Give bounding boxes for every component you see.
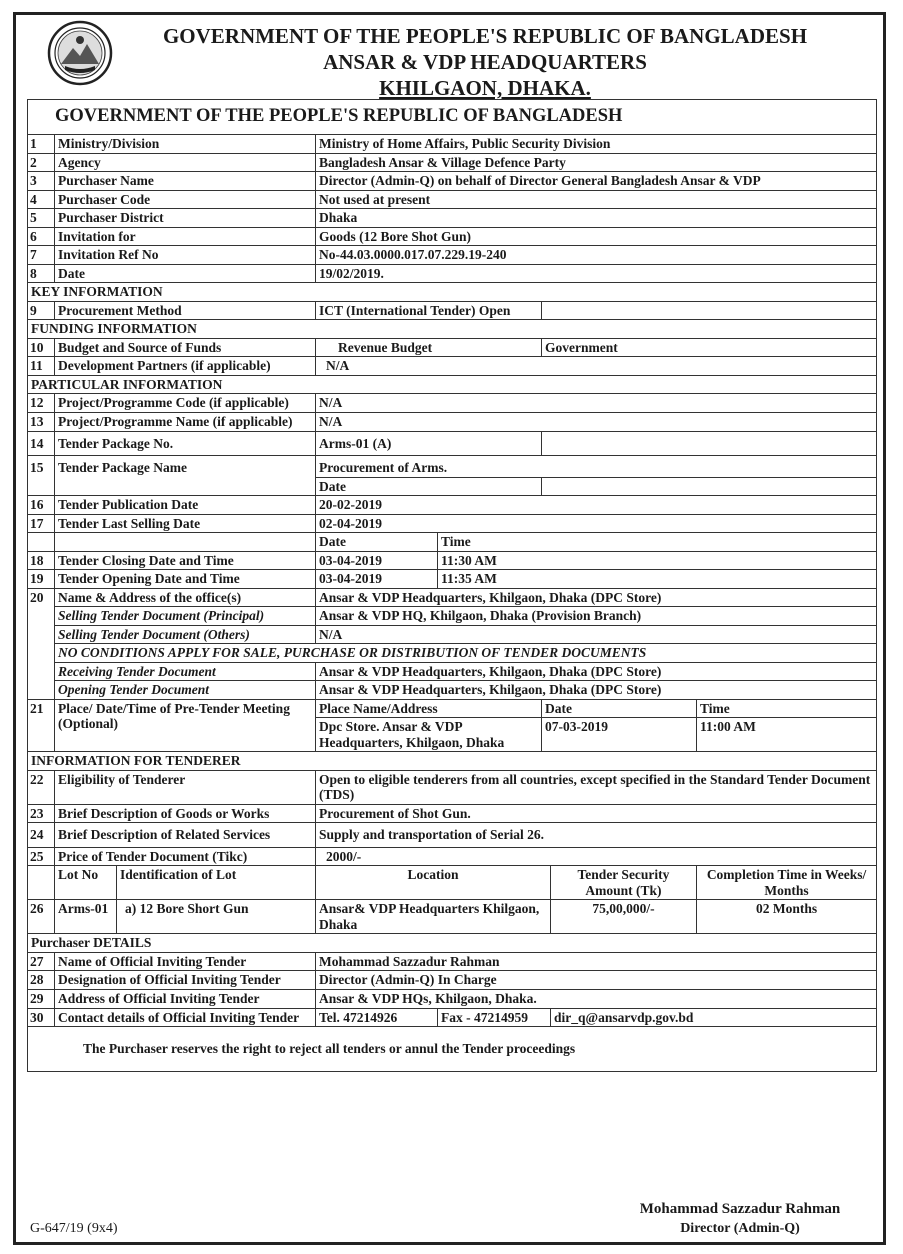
table-row [28, 823, 877, 848]
row-value: Mohammad Sazzadur Rahman [316, 952, 877, 971]
section-row [28, 934, 877, 953]
row-number: 28 [28, 971, 55, 990]
row-value: Ansar & VDP Headquarters, Khilgaon, Dhaka (DPC Store) [316, 681, 877, 700]
table-row [28, 681, 877, 700]
opening-date: 03-04-2019 [316, 570, 438, 589]
table-row [28, 496, 877, 515]
row-label: Tender Opening Date and Time [55, 570, 316, 589]
table-row [28, 413, 877, 432]
lot-no: Arms-01 [55, 900, 117, 934]
row-value: 02-04-2019 [316, 514, 877, 533]
row-number: 5 [28, 209, 55, 228]
table-row [28, 209, 877, 228]
row-value: Arms-01 (A) [316, 431, 542, 456]
table-row [28, 551, 877, 570]
empty-cell [542, 477, 877, 496]
ansar-vdp-emblem [47, 20, 113, 86]
row-label: Selling Tender Document (Others) [55, 625, 316, 644]
row-value: Director (Admin-Q) In Charge [316, 971, 877, 990]
closing-date: 03-04-2019 [316, 551, 438, 570]
opening-time: 11:35 AM [438, 570, 877, 589]
no-conditions-note: NO CONDITIONS APPLY FOR SALE, PURCHASE OR DISTRIBUTION OF TENDER DOCUMENTS [55, 644, 877, 663]
table-row [28, 952, 877, 971]
table-row [28, 135, 877, 154]
row-label: Invitation for [55, 227, 316, 246]
tender-security-amount: 75,00,000/- [551, 900, 697, 934]
row-number: 3 [28, 172, 55, 191]
table-row [28, 394, 877, 413]
tender-notice-table [27, 99, 877, 1072]
row-value: Ansar & VDP HQs, Khilgaon, Dhaka. [316, 989, 877, 1008]
row-label: Budget and Source of Funds [55, 338, 316, 357]
table-row [28, 699, 877, 718]
row-value: ICT (International Tender) Open [316, 301, 542, 320]
row-label: Price of Tender Document (Tikc) [55, 847, 316, 866]
row-value: Open to eligible tenderers from all countries, except specified in the Standard Tender Document (TDS) [316, 770, 877, 804]
row-value: Not used at present [316, 190, 877, 209]
table-row [28, 227, 877, 246]
table-row [28, 770, 877, 804]
row-value: Goods (12 Bore Shot Gun) [316, 227, 877, 246]
lot-column-head: Lot No [55, 866, 117, 900]
row-label: Purchaser District [55, 209, 316, 228]
table-row [28, 644, 877, 663]
row-number: 1 [28, 135, 55, 154]
row-label: Opening Tender Document [55, 681, 316, 700]
row-label: Procurement Method [55, 301, 316, 320]
row-label: Purchaser Name [55, 172, 316, 191]
row-number: 18 [28, 551, 55, 570]
row-value: No-44.03.0000.017.07.229.19-240 [316, 246, 877, 265]
row-number: 21 [28, 699, 55, 752]
row-number: 22 [28, 770, 55, 804]
table-row [28, 172, 877, 191]
row-value: 19/02/2019. [316, 264, 877, 283]
table-row [28, 662, 877, 681]
row-value: N/A [316, 625, 877, 644]
signatory-name: Mohammad Sazzadur Rahman [639, 1201, 841, 1217]
row-value: Ansar & VDP Headquarters, Khilgaon, Dhaka (DPC Store) [316, 662, 877, 681]
meeting-time: 11:00 AM [697, 718, 877, 752]
section-row [28, 375, 877, 394]
row-label: Tender Package No. [55, 431, 316, 456]
signatory-title: Director (Admin-Q) [680, 1221, 800, 1236]
row-value: N/A [316, 357, 877, 376]
row-number: 24 [28, 823, 55, 848]
row-label: Eligibility of Tenderer [55, 770, 316, 804]
completion-time: 02 Months [697, 900, 877, 934]
row-number: 29 [28, 989, 55, 1008]
empty-cell [55, 533, 316, 552]
row-number: 4 [28, 190, 55, 209]
table-title-row [28, 100, 877, 135]
row-label: Purchaser Code [55, 190, 316, 209]
purchaser-reservation-note: The Purchaser reserves the right to reject all tenders or annul the Tender proceedings [28, 1027, 877, 1072]
row-label: Project/Programme Name (if applicable) [55, 413, 316, 432]
table-row [28, 338, 877, 357]
table-row [28, 301, 877, 320]
row-label: Name & Address of the office(s) [55, 588, 316, 607]
section-row [28, 752, 877, 771]
row-label: Tender Package Name [55, 456, 316, 496]
table-row [28, 357, 877, 376]
document-code: G-647/19 (9x4) [30, 1221, 118, 1236]
section-information-for-tenderer: INFORMATION FOR TENDERER [28, 752, 877, 771]
row-number: 9 [28, 301, 55, 320]
budget-value: Revenue Budget [316, 338, 542, 357]
row-value: Dhaka [316, 209, 877, 228]
row-number: 23 [28, 804, 55, 823]
row-number: 17 [28, 514, 55, 533]
table-row [28, 246, 877, 265]
header-line-3: KHILGAON, DHAKA. [379, 76, 591, 100]
row-number: 10 [28, 338, 55, 357]
footer-row [28, 1027, 877, 1072]
row-label: Tender Last Selling Date [55, 514, 316, 533]
time-column-head: Time [697, 699, 877, 718]
row-value: Ansar & VDP Headquarters, Khilgaon, Dhaka (DPC Store) [316, 588, 877, 607]
row-value: Procurement of Shot Gun. [316, 804, 877, 823]
table-row [28, 588, 877, 607]
table-row [28, 514, 877, 533]
row-value: Procurement of Arms. [316, 456, 877, 478]
lot-row [28, 900, 877, 934]
table-row [28, 989, 877, 1008]
location-column-head: Location [316, 866, 551, 900]
row-number: 11 [28, 357, 55, 376]
row-label: Ministry/Division [55, 135, 316, 154]
row-label: Receiving Tender Document [55, 662, 316, 681]
row-number: 14 [28, 431, 55, 456]
row-value: Ministry of Home Affairs, Public Security Division [316, 135, 877, 154]
empty-cell [542, 301, 877, 320]
row-value: 20-02-2019 [316, 496, 877, 515]
table-row [28, 190, 877, 209]
row-number: 12 [28, 394, 55, 413]
row-number: 7 [28, 246, 55, 265]
row-label: Development Partners (if applicable) [55, 357, 316, 376]
row-value: Ansar & VDP HQ, Khilgaon, Dhaka (Provision Branch) [316, 607, 877, 626]
date-column-head: Date [542, 699, 697, 718]
section-purchaser-details: Purchaser DETAILS [28, 934, 877, 953]
row-number: 6 [28, 227, 55, 246]
header-line-2: ANSAR & VDP HEADQUARTERS [323, 50, 647, 74]
table-row [28, 1008, 877, 1027]
row-number: 13 [28, 413, 55, 432]
lot-identification: a) 12 Bore Short Gun [117, 900, 316, 934]
completion-column-head: Completion Time in Weeks/ Months [697, 866, 877, 900]
section-row [28, 320, 877, 339]
row-label: Selling Tender Document (Principal) [55, 607, 316, 626]
table-title: GOVERNMENT OF THE PEOPLE'S REPUBLIC OF BANGLADESH [28, 100, 877, 135]
lot-location: Ansar& VDP Headquarters Khilgaon, Dhaka [316, 900, 551, 934]
row-number: 19 [28, 570, 55, 589]
table-row [28, 264, 877, 283]
row-label: Designation of Official Inviting Tender [55, 971, 316, 990]
row-number: 27 [28, 952, 55, 971]
date-column-head: Date [316, 477, 542, 496]
table-row [28, 456, 877, 478]
closing-time: 11:30 AM [438, 551, 877, 570]
row-number: 15 [28, 456, 55, 496]
row-number: 25 [28, 847, 55, 866]
section-particular-information: PARTICULAR INFORMATION [28, 375, 877, 394]
row-value: N/A [316, 394, 877, 413]
table-row [28, 804, 877, 823]
table-row [28, 971, 877, 990]
identification-column-head: Identification of Lot [117, 866, 316, 900]
row-number: 8 [28, 264, 55, 283]
row-number: 16 [28, 496, 55, 515]
section-funding-information: FUNDING INFORMATION [28, 320, 877, 339]
row-value: N/A [316, 413, 877, 432]
row-label: Address of Official Inviting Tender [55, 989, 316, 1008]
empty-cell [28, 533, 55, 552]
table-row [28, 607, 877, 626]
funds-source-value: Government [542, 338, 877, 357]
row-label: Brief Description of Related Services [55, 823, 316, 848]
table-row [28, 570, 877, 589]
row-label: Tender Publication Date [55, 496, 316, 515]
meeting-date: 07-03-2019 [542, 718, 697, 752]
contact-telephone: Tel. 47214926 [316, 1008, 438, 1027]
row-label: Agency [55, 153, 316, 172]
row-label: Place/ Date/Time of Pre-Tender Meeting (Optional) [55, 699, 316, 752]
place-column-head: Place Name/Address [316, 699, 542, 718]
row-label: Invitation Ref No [55, 246, 316, 265]
contact-email: dir_q@ansarvdp.gov.bd [551, 1008, 877, 1027]
row-value: 2000/- [316, 847, 877, 866]
row-label: Tender Closing Date and Time [55, 551, 316, 570]
table-row [28, 153, 877, 172]
empty-cell [28, 866, 55, 900]
row-value: Director (Admin-Q) on behalf of Director General Bangladesh Ansar & VDP [316, 172, 877, 191]
table-row [28, 847, 877, 866]
header-line-1: GOVERNMENT OF THE PEOPLE'S REPUBLIC OF BANGLADESH [162, 24, 808, 48]
empty-cell [542, 431, 877, 456]
row-label: Project/Programme Code (if applicable) [55, 394, 316, 413]
date-column-head: Date [316, 533, 438, 552]
row-number: 2 [28, 153, 55, 172]
table-row [28, 533, 877, 552]
row-value: Bangladesh Ansar & Village Defence Party [316, 153, 877, 172]
row-label: Name of Official Inviting Tender [55, 952, 316, 971]
meeting-place: Dpc Store. Ansar & VDP Headquarters, Khilgaon, Dhaka [316, 718, 542, 752]
table-row [28, 431, 877, 456]
lot-header-row [28, 866, 877, 900]
table-row [28, 625, 877, 644]
row-value: Supply and transportation of Serial 26. [316, 823, 877, 848]
row-label: Brief Description of Goods or Works [55, 804, 316, 823]
row-label: Contact details of Official Inviting Tender [55, 1008, 316, 1027]
row-number: 26 [28, 900, 55, 934]
contact-fax: Fax - 47214959 [438, 1008, 551, 1027]
row-label: Date [55, 264, 316, 283]
row-number: 20 [28, 588, 55, 699]
security-column-head: Tender Security Amount (Tk) [551, 866, 697, 900]
time-column-head: Time [438, 533, 877, 552]
section-row [28, 283, 877, 302]
section-key-information: KEY INFORMATION [28, 283, 877, 302]
row-number: 30 [28, 1008, 55, 1027]
